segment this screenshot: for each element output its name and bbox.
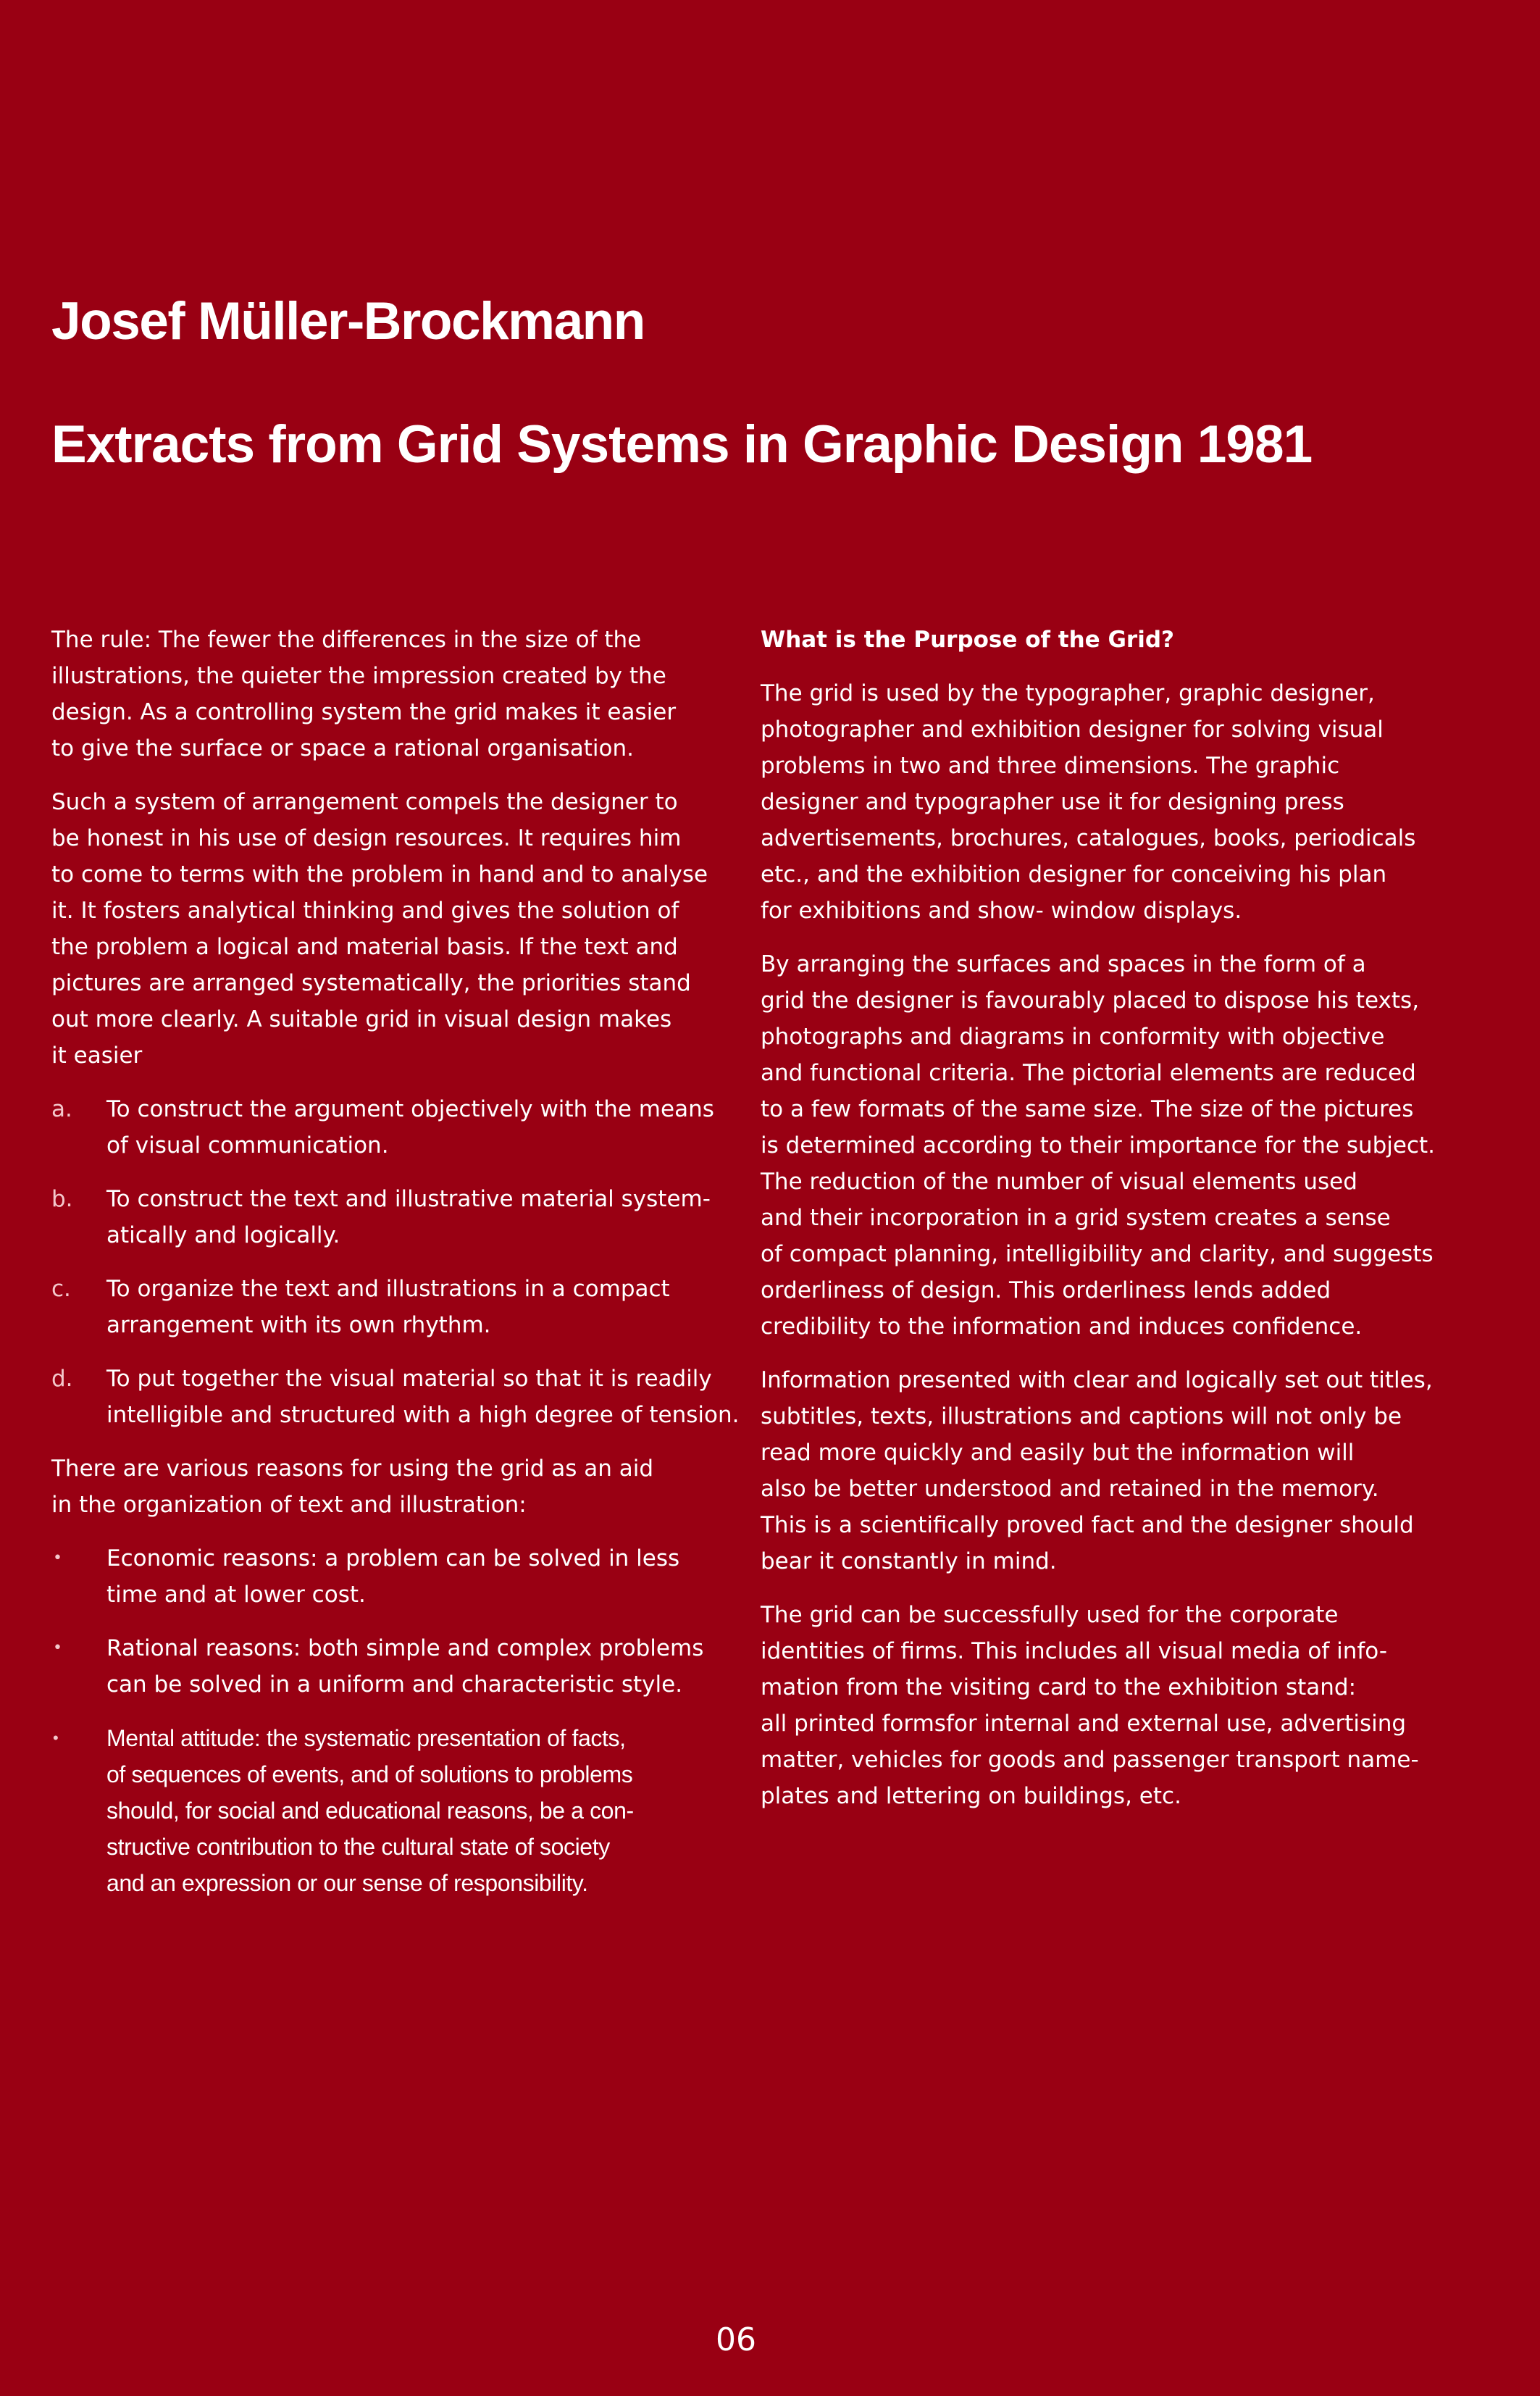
- right-column: [761, 622, 1449, 1832]
- bullet-marker: •: [53, 1729, 59, 1747]
- list-item: a. To construct the argument objectively with the means of visual communication.: [51, 1091, 732, 1164]
- section-heading: What is the Purpose of the Grid?: [761, 627, 1175, 653]
- document-title: Extracts from Grid Systems in Graphic Design 1981: [51, 415, 1313, 474]
- reasons-paragraph: There are various reasons for using the grid as an aid in the organization of text and illustration:: [51, 1456, 654, 1518]
- author-name: Josef Müller-Brockmann: [51, 292, 645, 351]
- corporate-identity-paragraph: The grid can be successfully used for the corporate identities of firms. This includes all visual media of info- mation from the visiting card to the exhibition stand: all printed formsfor internal and external use, advertising matter, vehicles for goods and passenger transport name- plates and lettering on buildings, etc.: [761, 1602, 1419, 1809]
- list-marker: b.: [51, 1186, 73, 1212]
- purpose-paragraph: The grid is used by the typographer, graphic designer, photographer and exhibition designer for solving visual problems in two and three dimensions. The graphic designer and typographer use it for designing press advertisements, brochures, catalogues, books, periodicals etc., and the exhibition designer for conceiving his plan for exhibitions and show- window displays.: [761, 680, 1416, 924]
- bullet-marker: •: [53, 1639, 62, 1657]
- bullet-marker: •: [53, 1549, 62, 1567]
- list-marker: a.: [51, 1096, 72, 1122]
- lettered-list: [51, 1091, 740, 1433]
- list-item: • Rational reasons: both simple and complex problems can be solved in a uniform and characteristic style.: [51, 1630, 732, 1703]
- arranging-paragraph: By arranging the surfaces and spaces in the form of a grid the designer is favourably placed to dispose his texts, photographs and diagrams in conformity with objective and functional criteria. The pictorial elements are reduced to a few formats of the same size. The size of the pictures is determined according to their importance for the subject. The reduction of the number of visual elements used and their incorporation in a grid system creates a sense of compact planning, intelligibility and clarity, and suggests orderliness of design. This orderliness lends added credibility to the information and induces confidence.: [761, 951, 1436, 1340]
- list-marker: c.: [51, 1276, 71, 1302]
- intro-paragraph: The rule: The fewer the differences in the size of the illustrations, the quieter the impression created by the design. As a controlling system the grid makes it easier to give the surface or space a rational organisation.: [51, 627, 677, 761]
- list-item: b. To construct the text and illustrative material system- atically and logically.: [51, 1181, 732, 1253]
- left-column: [51, 622, 740, 1919]
- list-item: d. To put together the visual material so that it is readily intelligible and structured with a high degree of tension.: [51, 1361, 732, 1433]
- bullet-list: [51, 1540, 732, 1901]
- list-marker: d.: [51, 1366, 73, 1392]
- list-item: • Economic reasons: a problem can be solved in less time and at lower cost.: [51, 1540, 732, 1613]
- page-number: 06: [716, 2321, 756, 2358]
- arrangement-paragraph: Such a system of arrangement compels the designer to be honest in his use of design resources. It requires him to come to terms with the problem in hand and to analyse it. It fosters analytical thinking and gives the solution of the problem a logical and material basis. If the text and pictures are arranged systematically, the priorities stand out more clearly. A suitable grid in visual design makes it easier: [51, 789, 708, 1069]
- information-paragraph: Information presented with clear and logically set out titles, subtitles, texts, illustrations and captions will not only be read more quickly and easily but the information will also be better understood and retained in the memory. This is a scientifically proved fact and the designer should bear it constantly in mind.: [761, 1367, 1433, 1574]
- list-item: • Mental attitude: the systematic presentation of facts, of sequences of events, and of solutions to problems should, for social and educational reasons, be a con- structive contribution to the cultural state of society and an expression or our sense of responsibility.: [51, 1720, 732, 1901]
- list-item: c. To organize the text and illustrations in a compact arrangement with its own rhythm.: [51, 1271, 732, 1343]
